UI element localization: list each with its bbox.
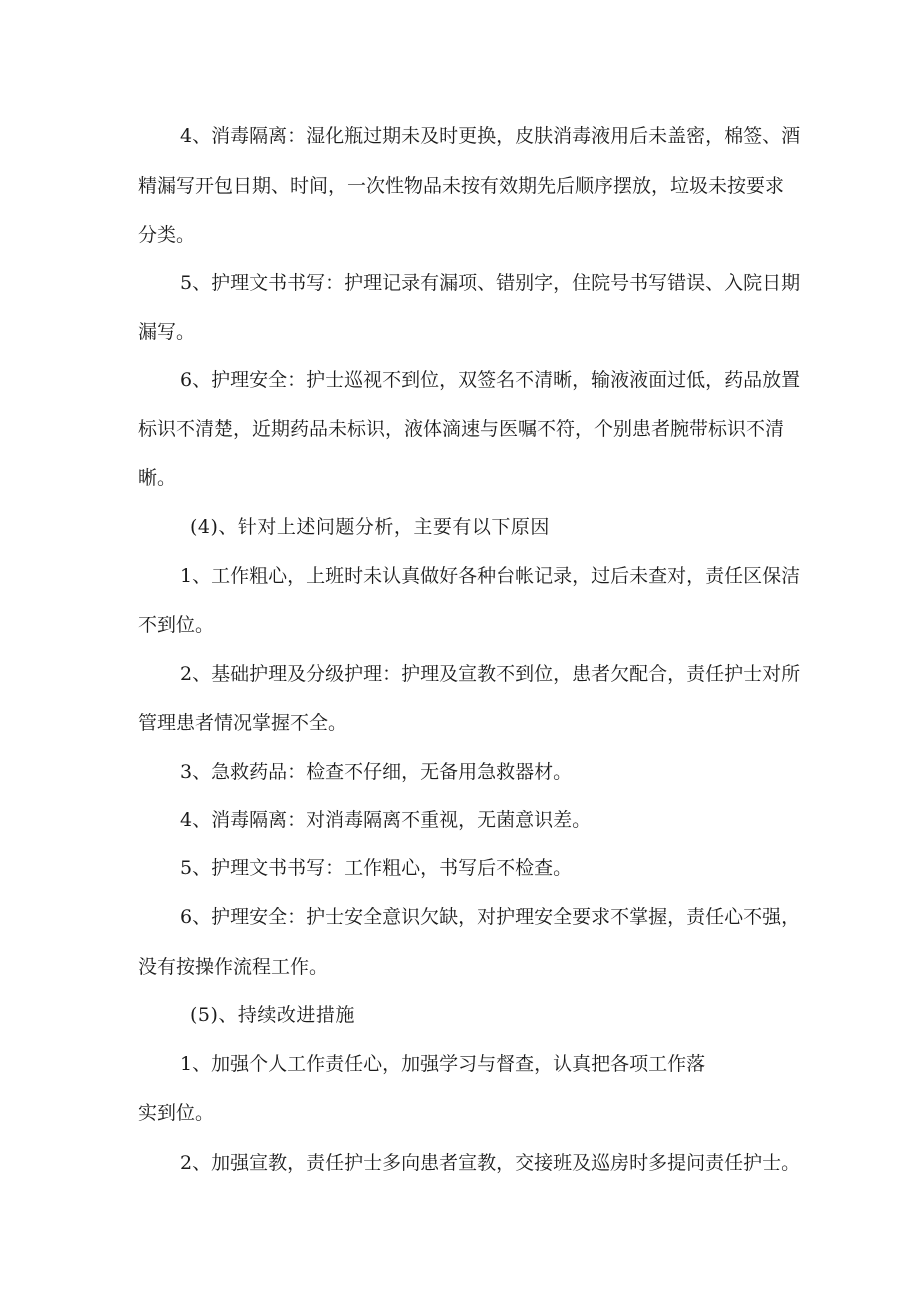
text-line: 不到位。: [138, 614, 215, 636]
text-line: 管理患者情况掌握不全。: [138, 712, 348, 734]
section-heading: (4)、针对上述问题分析，主要有以下原因: [190, 516, 550, 538]
text-line: 1、工作粗心，上班时未认真做好各种台帐记录，过后未查对，责任区保洁: [180, 565, 801, 587]
text-line: 标识不清楚，近期药品未标识，液体滴速与医嘱不符，个别患者腕带标识不清: [138, 418, 785, 440]
text-line: 分类。: [138, 224, 196, 246]
text-line: 2、基础护理及分级护理：护理及宣教不到位，患者欠配合，责任护士对所: [180, 663, 801, 685]
text-line: 精漏写开包日期、时间，一次性物品未按有效期先后顺序摆放，垃圾未按要求: [138, 175, 785, 197]
text-line: 实到位。: [138, 1102, 215, 1124]
text-line: 1、加强个人工作责任心，加强学习与督查，认真把各项工作落: [180, 1053, 706, 1075]
text-line: 4、消毒隔离：湿化瓶过期未及时更换，皮肤消毒液用后未盖密，棉签、酒: [180, 125, 801, 147]
text-line: 6、护理安全：护士安全意识欠缺，对护理安全要求不掌握，责任心不强，: [180, 906, 801, 928]
text-line: 漏写。: [138, 321, 196, 343]
text-line: 没有按操作流程工作。: [138, 956, 329, 978]
text-line: 晰。: [138, 467, 177, 489]
text-line: 3、急救药品：检查不仔细，无备用急救器材。: [180, 761, 573, 783]
text-line: 5、护理文书书写：护理记录有漏项、错别字，住院号书写错误、入院日期: [180, 272, 801, 294]
text-line: 6、护理安全：护士巡视不到位，双签名不清晰，输液液面过低，药品放置: [180, 369, 801, 391]
text-line: 5、护理文书书写：工作粗心，书写后不检查。: [180, 857, 573, 879]
text-line: 2、加强宣教，责任护士多向患者宣教，交接班及巡房时多提问责任护士。: [180, 1152, 801, 1174]
section-heading: (5)、持续改进措施: [190, 1004, 355, 1026]
text-line: 4、消毒隔离：对消毒隔离不重视，无菌意识差。: [180, 809, 592, 831]
